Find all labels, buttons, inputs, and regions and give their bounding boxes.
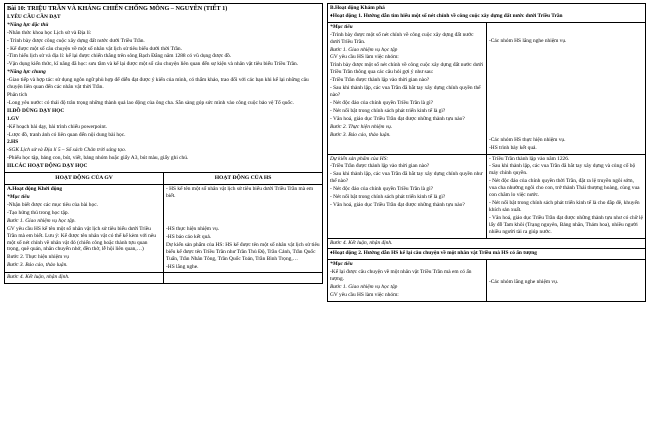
right-row-1-gv bbox=[328, 154, 487, 238]
block-3-heading: 1.GV bbox=[7, 115, 20, 122]
right-row-0-gv bbox=[328, 22, 487, 154]
row-0-hs-line-0: - HS kể tên một số nhân vật lịch sử tiêu biểu dưới Triều Trần mà em biết. bbox=[166, 186, 314, 200]
r1-gv-2: - Sau khi thành lập, các vua Trần đã bắt tay xây dựng chính quyền như thế nào? bbox=[330, 171, 483, 185]
r0-gv-4: Trình bày được một số nét chính về công cuộc xây dựng đất nước dưới Triều Trần thông qua các câu hỏi gợi ý như sau: bbox=[330, 62, 483, 76]
row-0-gv-line-0: A.Hoạt động Khởi động bbox=[7, 186, 63, 193]
r2-gv-0: Bước 4. Kết luận, nhận định. bbox=[330, 239, 393, 246]
row-1-gv bbox=[5, 273, 164, 284]
r0-gv-9: - Văn hoá, giáo dục Triều Trần đạt được những thành tựu nào? bbox=[330, 115, 465, 122]
section-1-heading: I.YÊU CẦU CẦN ĐẠT bbox=[7, 13, 61, 20]
table-row bbox=[328, 154, 646, 238]
r0-gv-6: - Sau khi thành lập, các vua Trần đã bắt tay xây dựng chính quyền thế nào? bbox=[330, 85, 481, 98]
r1-gv-4: - Nét nổi bật trong chính sách phát triển kinh tế là gì? bbox=[330, 194, 446, 201]
lesson-title: Bài 10: TRIỆU TRẦN VÀ KHÁNG CHIẾN CHỐNG MÔNG – NGUYÊN (TIẾT 1) bbox=[7, 5, 228, 12]
lesson-title-row bbox=[5, 4, 323, 173]
row-0-gv-line-2: -Nhận biết được các mục tiêu của bài học. bbox=[7, 202, 98, 209]
r0-gv-3: GV yêu cầu HS làm việc nhóm: bbox=[330, 54, 399, 61]
block-4-line-1: -Phiếu học tập, bảng con, bút, viết, bảng nhóm hoặc giấy A3, bút màu, giấy ghi chú. bbox=[7, 155, 189, 162]
block-3-line-0: -Kế hoạch bài dạy, bài trình chiếu powerpoint. bbox=[7, 123, 108, 130]
f0-gv-2: Bước 1. Giao nhiệm vụ học tập bbox=[330, 284, 398, 291]
right-title-row bbox=[328, 4, 646, 23]
table-row bbox=[328, 238, 646, 249]
row-0-gv-line-5: GV yêu cầu HS kể tên một số nhân vật lịch sử tiêu biểu dưới Triều Trần mà em biết. Lưu ý: Kể được tên nhân vật có thể kể kèm với nêu một số nét chính về nhân vật đó (chiến công hoặc thành tựu quan trọng, quê quán, nhân chuyển nhở, đền thờ, lễ hội liên quan,…) bbox=[7, 225, 156, 253]
block-4-line-0: -SGK Lịch sử và Địa lí 5 – Sổ sách Chân trời sáng tạo. bbox=[7, 147, 127, 154]
left-table-header-row bbox=[5, 173, 323, 185]
table-row bbox=[328, 22, 646, 154]
row-1-hs bbox=[164, 273, 323, 284]
r0-gv-10: Bước 2. Thực hiện nhiệm vụ. bbox=[330, 123, 393, 130]
r1-hs-0: - Triều Trần thành lập vào năm 1226. bbox=[489, 155, 570, 162]
r1-gv-1: -Triều Trần được thành lập vào thời gian nào? bbox=[330, 163, 430, 170]
header-hs: HOẠT ĐỘNG CỦA HS bbox=[164, 173, 323, 185]
block-2-heading: II.ĐỒ DÙNG DẠY HỌC bbox=[7, 107, 65, 114]
activity-2-heading: ♦Hoạt động 2. Hướng dẫn HS kể lại câu chuyện về một nhân vật Triều mà HS có ấn tượng bbox=[330, 250, 537, 257]
block-0-heading: *Năng lực đặc thù bbox=[7, 21, 49, 28]
right-row-0-hs bbox=[487, 22, 646, 154]
row-0-gv-line-6: Bước 2. Thực hiện nhiệm vụ bbox=[7, 254, 69, 261]
right-title-cell bbox=[328, 4, 646, 23]
row-0-hs bbox=[164, 185, 323, 273]
block-1-line-0: -Giao tiếp và hợp tác: sử dụng ngôn ngữ phù hợp để diễn đạt được ý kiến của mình, có thẩm khảo, trao đổi với các bạn khi kể lại những câu chuyện liên quan đến các nhân vật thời Trần. bbox=[7, 77, 309, 91]
footer-row-hs bbox=[487, 260, 646, 302]
activity-1-heading: ♦Hoạt động 1. Hướng dẫn tìm hiểu một số nét chính về công cuộc xây dựng đất nước dưới Triều Trần bbox=[330, 12, 563, 19]
row-1-gv-line-0: Bước 4. Kết luận, nhận định. bbox=[7, 274, 70, 281]
table-row bbox=[5, 273, 323, 284]
row-0-gv bbox=[5, 185, 164, 273]
r1-gv-5: - Văn hoá, giáo dục Triều Trần đạt được những thành tựu nào? bbox=[330, 201, 465, 208]
header-gv: HOẠT ĐỘNG CỦA GV bbox=[5, 173, 164, 185]
block-1-line-1: Phân tích bbox=[7, 92, 28, 98]
r0-gv-11: Bước 3. Báo cáo, thảo luận. bbox=[330, 131, 391, 138]
f0-gv-3: GV yêu cầu HS làm việc nhóm: bbox=[330, 291, 399, 298]
lesson-title-cell bbox=[5, 4, 323, 173]
row-0-hs-line-1: -HS thực hiện nhiệm vụ. bbox=[166, 226, 220, 233]
r0-hs-1: -Các nhóm HS thực hiện nhiệm vụ. bbox=[489, 136, 566, 143]
r1-hs-3: - Nét nổi bật trong chính sách phát triển kinh tế là cho đắp đê, khuyến khích sản xuất. bbox=[489, 199, 640, 213]
row-0-gv-line-3: -Tạo hứng thú trong học tập. bbox=[7, 209, 69, 216]
r0-gv-8: - Nét nổi bật trong chính sách phát triển kinh tế là gì? bbox=[330, 107, 446, 114]
r0-gv-2: Bước 1. Giao nhiệm vụ học tập bbox=[330, 46, 398, 53]
block-1-heading: *Năng lực chung bbox=[7, 69, 46, 76]
footer-row-gv bbox=[328, 260, 487, 302]
right-row-1-hs bbox=[487, 154, 646, 238]
r0-gv-5: -Triều Trần được thành lập vào thời gian nào? bbox=[330, 77, 430, 84]
r0-hs-2: -HS trình bày kết quả. bbox=[489, 144, 537, 151]
row-0-gv-line-1: *Mục tiêu bbox=[7, 194, 30, 201]
right-column bbox=[327, 3, 646, 302]
block-3-line-1: -Lược đồ, tranh ảnh có liên quan đến nội dung bài học. bbox=[7, 131, 126, 138]
r1-gv-3: - Nét độc đáo của chính quyền Triều Trần là gì? bbox=[330, 186, 434, 193]
f0-gv-0: *Mục tiêu bbox=[330, 261, 353, 268]
r0-gv-7: - Nét độc đáo của chính quyền Triều Trần là gì? bbox=[330, 99, 434, 106]
table-row bbox=[5, 185, 323, 273]
two-column-layout bbox=[4, 3, 646, 302]
block-0-line-1: - Trình bày được công cuộc xây dựng đất nước dưới Triều Trần. bbox=[7, 37, 145, 44]
block-5-heading: III.CÁC HOẠT ĐỘNG DẠY HỌC bbox=[7, 163, 88, 170]
row-0-gv-line-7: Bước 3. Báo cáo, thảo luận. bbox=[7, 262, 68, 269]
block-0-line-0: -Nhân thức khoa học Lịch sử và Địa lí: bbox=[7, 29, 92, 36]
r1-hs-1: - Sau khi thành lập, các vua Trần đã bắt tay xây dựng và củng cố bộ máy chính quyền. bbox=[489, 163, 636, 177]
f0-gv-1: -Kể lại được câu chuyện về một nhân vật Triều Trần mà em có ấn tượng. bbox=[330, 269, 472, 283]
left-outer-table bbox=[4, 3, 323, 284]
r0-gv-1: -Trình bày được một số nét chính về công cuộc xây dựng đất nước dưới Triều Trần. bbox=[330, 31, 474, 45]
r1-gv-0: Dự kiến sản phẩm của HS: bbox=[330, 155, 389, 162]
row-0-hs-line-3: Dự kiến sản phẩm của HS: HS kể được tên một số nhân vật lịch sử tiêu biểu kể được tên Triều Trần như Trần Thủ Độ, Trần Cảnh, Trần Quốc Tuấn, Trần Nhân Tông, Trần Quốc Toản, Trần Bình Trọng,… bbox=[166, 241, 320, 262]
right-outer-table bbox=[327, 3, 646, 302]
right-title: B.Hoạt động Khám phá bbox=[330, 5, 385, 11]
row-0-gv-line-4: Bước 1. Giao nhiệm vụ học tập. bbox=[7, 217, 76, 224]
r1-hs-4: - Văn hoá, giáo dục Triều Trần đạt được những thành tựu như có chữ lệ lấy đỗ Tam khôi (Trạng nguyên, Bảng nhãn, Thám hoa), nhiều người nhiều người tài ra giúp nước. bbox=[489, 214, 643, 235]
row-0-hs-line-2: -HS báo cáo kết quả. bbox=[166, 233, 212, 240]
r1-hs-2: - Nét độc đáo của chính quyền thời Trần, đặt ra lệ truyền ngôi sớm, vua cha nhường ngôi cho con, trở thành Thái thượng hoàng, cùng vua con chăm lo việc nước. bbox=[489, 178, 640, 199]
block-0-line-2: - Kể được một số câu chuyện về một số nhân vật lịch sử tiêu biểu dưới thời Trần. bbox=[7, 45, 182, 52]
r0-gv-0: *Mục tiêu bbox=[330, 23, 353, 30]
r0-hs-0: -Các nhóm HS lắng nghe nhiệm vụ. bbox=[489, 37, 567, 44]
block-0-line-3: -Tìm hiểu lịch sử và địa lí: kể lại được chiến thắng trên sông Bạch Đằng năm 1288 có vũ dụng được đồ. bbox=[7, 53, 232, 60]
block-1-line-2: -Long yêu nước: có thái độ trân trọng những thành quả lao động của ông cha. Sẵn sàng góp sức mình vào công cuộc bảo vệ Tổ quốc. bbox=[7, 99, 294, 106]
block-4-heading: 2.HS bbox=[7, 139, 19, 146]
right-row-2-cell bbox=[328, 238, 646, 249]
block-0-line-4: -Vận dụng kiến thức, kĩ năng đã học: sưu tầm và kể lại được một số câu chuyện liên quan đến sự kiện và nhân vật tiêu biểu Triều Trần. bbox=[7, 61, 299, 68]
table-row bbox=[328, 260, 646, 302]
activity-2-row bbox=[328, 249, 646, 260]
activity-2-cell bbox=[328, 249, 646, 260]
left-column bbox=[4, 3, 323, 284]
f0-hs-0: -Các nhóm lắng nghe nhiệm vụ. bbox=[489, 279, 559, 286]
row-0-hs-line-4: -HS lắng nghe. bbox=[166, 263, 199, 270]
